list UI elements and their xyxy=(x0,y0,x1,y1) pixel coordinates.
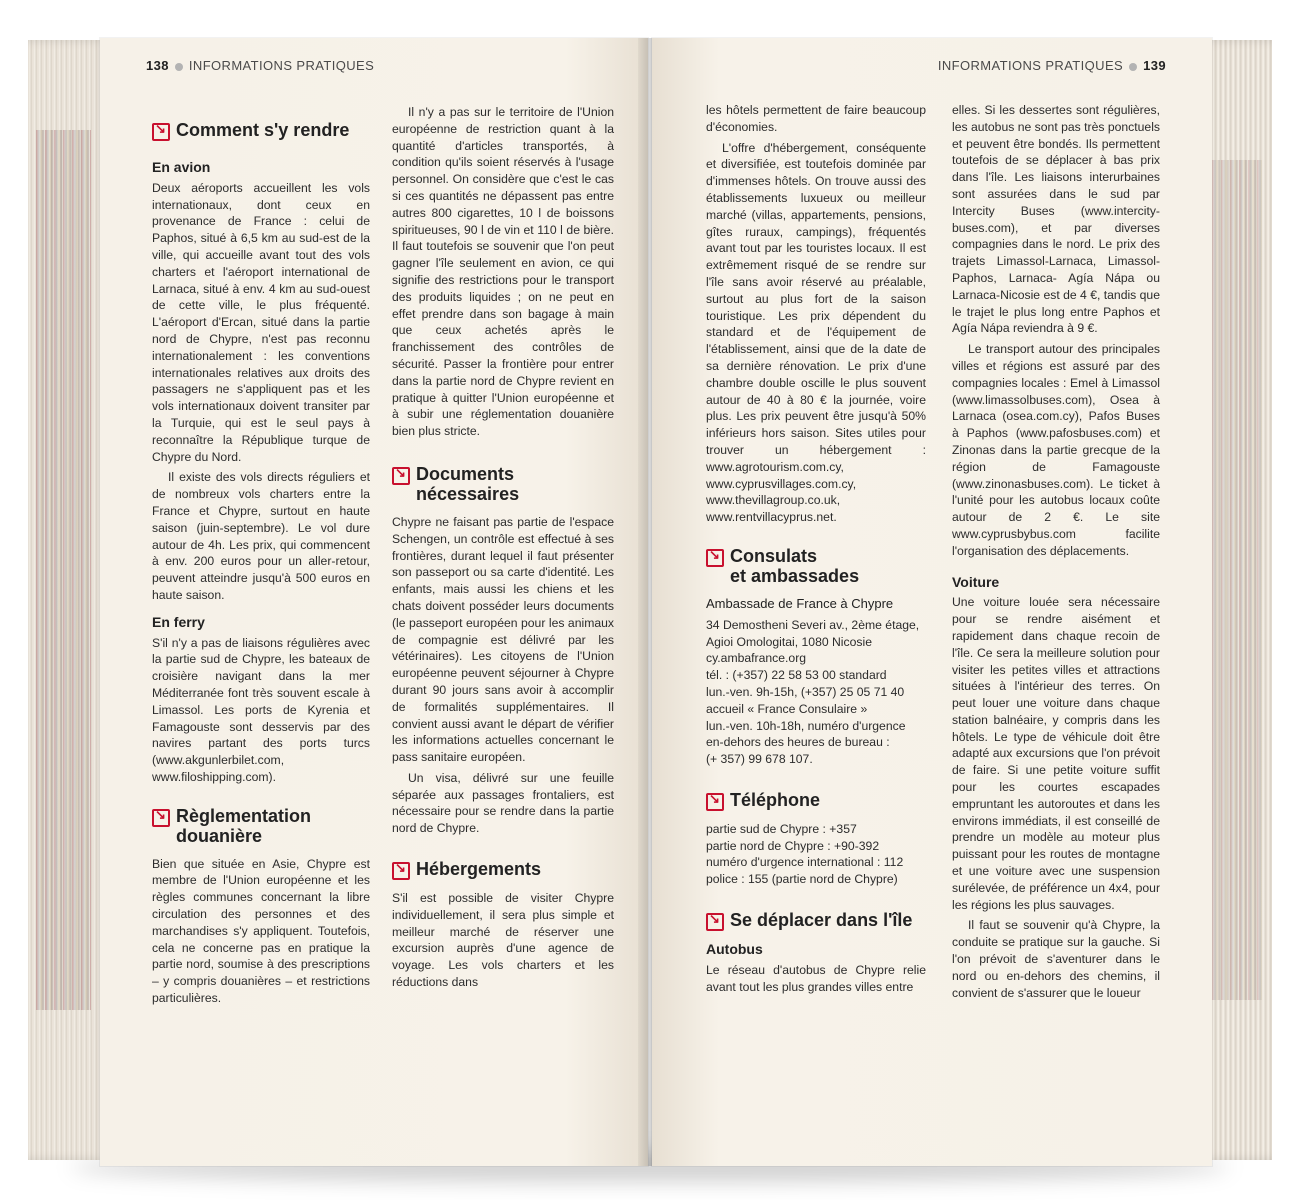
section-title-line: Règlementation xyxy=(176,805,312,826)
subsection-title: Autobus xyxy=(706,941,763,958)
section-title: Hébergements xyxy=(416,859,542,880)
paragraph: Deux aéroports accueillent les vols internationaux, dont ceux en provenance de France : celui de Paphos, situé à 6,5 km au sud-est de la ville, qui accueille avant tout des vols charters et l'aéroport international de Larnaca, situé à env. 4 km au sud-ouest de cette ville, le plus fréquenté. L'aéroport d'Ercan, situé dans la partie nord de Chypre, n'est pas reconnu internationalement : les conventions internationales relatives aux droits des passagers ne s'appliquent pas et les vols internationaux doivent transiter par la Turquie, qui est le seul pays à reconnaître la République turque de Chypre du Nord. xyxy=(152,180,370,464)
paragraph: Il existe des vols directs réguliers et de nombreux vols charters entre la France et Chypre, surtout en haute saison (juin-septembre). Le vol dure autour de 4h. Les prix, qui commencent à env. 200 euros pour un aller-retour, peuvent atteindre jusqu'à 500 euros en haute saison. xyxy=(152,470,370,602)
phone-line: numéro d'urgence international : 112 xyxy=(706,855,904,870)
section-title: Documents nécessaires xyxy=(416,463,520,504)
paragraph: L'offre d'hébergement, conséquente et diversifiée, est toutefois dominée par d'immenses hôtels. On trouve aussi des établissements luxueux ou meilleur marché (villas, appartements, pensions, gîtes ruraux, campings), fréquentés avant tout par les touristes locaux. Il est extrêmement risqué de se rendre sur l'île sans avoir réservé au préalable, surtout au plus fort de la saison touristique. Les prix dépendent du standard et de l'équipement de l'établissement, ainsi que de la date de sa dernière rénovation. Le prix d'une chambre double oscille le plus souvent autour de 40 à 80 € la journée, voire plus. Les prix peuvent être jusqu'à 50% inférieurs hors saison. Sites utiles pour trouver un hébergement : www.agrotourism.com.cy, www.cyprusvillages.com.cy, www.thevillagroup.co.uk, www.rentvillacyprus.net. xyxy=(706,140,926,525)
right-column-1 xyxy=(706,102,926,999)
left-column-1 xyxy=(152,118,370,1011)
section-arrow-icon xyxy=(392,467,410,485)
section-title xyxy=(176,806,311,846)
paragraph: les hôtels permettent de faire beaucoup d'économies. xyxy=(706,103,926,134)
bullet-dot-icon xyxy=(175,63,183,71)
right-page xyxy=(652,38,1212,1166)
section-heading xyxy=(392,464,614,504)
right-running-head xyxy=(938,58,1166,73)
address-line: 34 Demostheni Severi av., 2ème étage, xyxy=(706,617,920,632)
section-heading xyxy=(706,790,926,811)
left-page xyxy=(100,38,648,1166)
paragraph: Une voiture louée sera nécessaire pour se rendre aisément et rapidement dans chaque recoin de l'île. Ce sera la meilleure solution pour visiter les petites villes et attractions situées à l'intérieur des terres. On peut louer une voiture dans chaque station balnéaire, y compris dans les hôtels. Le type de véhicule doit être adapté aux excursions que l'on prévoit de faire. Si une petite voiture suffit pour les courtes escapades empruntant les autoroutes et dans les environs immédiats, il est conseillé de prendre un modèle au moteur plus puissant pour les routes de montagne et une voiture avec une suspension surélevée, de préférence un 4x4, pour les régions les plus sauvages. xyxy=(952,595,1160,912)
address-line: Agioi Omologitai, 1080 Nicosie xyxy=(706,634,872,649)
section-title-line: et ambassades xyxy=(730,565,860,586)
section-title: Se déplacer dans l'île xyxy=(730,910,913,931)
subsection-title: En avion xyxy=(152,159,211,175)
right-page-edges xyxy=(1202,40,1272,1160)
section-title xyxy=(730,546,859,586)
phone-list xyxy=(706,821,926,888)
section-title-line: Consulats xyxy=(730,545,818,566)
phone-line: partie sud de Chypre : +357 xyxy=(706,821,857,836)
section-arrow-icon xyxy=(152,809,170,827)
paragraph: Chypre ne faisant pas partie de l'espace Schengen, un contrôle est effectué à ses frontières, durant lequel il faut présenter son passeport ou sa carte d'identité. Les enfants, mais aussi les chiens et les chats doivent posséder leurs documents (le passeport européen pour les animaux de compagnie est délivré par les vétérinaires). Les citoyens de l'Union européenne peuvent séjourner à Chypre durant 90 jours sans avoir à accomplir de formalités supplémentaires. Il convient aussi avant le départ de vérifier les informations actuelles concernant le pass sanitaire européen. xyxy=(392,514,614,765)
address-line: tél. : (+357) 22 58 53 00 standard xyxy=(706,668,887,683)
page-number: 139 xyxy=(1143,58,1166,73)
section-arrow-icon xyxy=(706,549,724,567)
section-heading xyxy=(706,546,926,586)
section-arrow-icon xyxy=(392,862,410,880)
section-heading xyxy=(706,910,926,931)
left-page-edges xyxy=(28,40,108,1160)
section-heading xyxy=(152,806,370,846)
paragraph: S'il est possible de visiter Chypre individuellement, il sera plus simple et meilleur marché de réserver une excursion auprès d'une agence de voyage. Les vols charters et les réductions dans xyxy=(392,891,614,990)
section-title-line: douanière xyxy=(176,825,263,846)
address-line: lun.-ven. 9h-15h, (+357) 25 05 71 40 xyxy=(706,684,905,699)
running-head-text: INFORMATIONS PRATIQUES xyxy=(937,58,1124,73)
section-title: Comment s'y rendre xyxy=(176,120,350,140)
bullet-dot-icon xyxy=(1129,63,1137,71)
address-line: cy.ambafrance.org xyxy=(706,651,807,666)
running-head-text: INFORMATIONS PRATIQUES xyxy=(188,58,375,73)
section-arrow-icon xyxy=(706,793,724,811)
paragraph: Le réseau d'autobus de Chypre relie avant tout les plus grandes villes entre xyxy=(706,962,926,994)
section-arrow-icon xyxy=(706,913,724,931)
right-column-2 xyxy=(952,102,1160,1005)
address-line: lun.-ven. 10h-18h, numéro d'urgence xyxy=(706,718,906,733)
embassy-name: Ambassade de France à Chypre xyxy=(706,595,894,611)
embassy-address xyxy=(706,617,926,768)
paragraph: S'il n'y a pas de liaisons régulières avec la partie sud de Chypre, les bateaux de croisière navigant dans la mer Méditerranée font très souvent escale à Limassol. Les ports de Kyrenia et Famagouste sont desservis par des navires partant des ports turcs (www.akgunlerbilet.com, www.filoshipping.com). xyxy=(152,635,370,784)
phone-line: police : 155 (partie nord de Chypre) xyxy=(706,872,898,887)
paragraph: Il n'y a pas sur le territoire de l'Union européenne de restriction quant à la quantité d'articles transportés, à condition qu'ils soient réservés à l'usage personnel. On considère que c'est le cas si ces quantités ne dépassent pas entre autres 800 cigarettes, 10 l de boissons spiritueuses, 90 l de vin et 110 l de bière. Il faut toutefois se souvenir que l'on peut gagner l'île seulement en avion, ce qui signifie des restrictions pour le transport des produits liquides ; on ne peut en effet prendre dans son bagage à main que ceux achetés après le franchissement des contrôles de sécurité. Passer la frontière pour entrer dans la partie nord de Chypre revient en pratique à quitter l'Union européenne et à subir une réglementation douanière bien plus stricte. xyxy=(392,105,614,439)
paragraph: Un visa, délivré sur une feuille séparée aux passages frontaliers, est nécessaire pour se rendre dans la partie nord de Chypre. xyxy=(392,770,614,836)
section-heading xyxy=(152,120,370,141)
paragraph: Bien que située en Asie, Chypre est membre de l'Union européenne et les règles communes concernant la libre circulation des personnes et des marchandises s'y appliquent. Toutefois, cela ne concerne pas en pratique la partie nord, soumise à des prescriptions – y compris douanières – et restrictions particulières. xyxy=(152,856,370,1006)
paragraph: Il faut se souvenir qu'à Chypre, la conduite se pratique sur la gauche. Si l'on prévoit de s'aventurer dans le nord ou en-dehors des chemins, il convient de s'assurer que le loueur xyxy=(952,918,1160,1000)
section-arrow-icon xyxy=(152,123,170,141)
phone-line: partie nord de Chypre : +90-392 xyxy=(706,838,880,853)
page-number: 138 xyxy=(146,58,169,73)
subsection-title: En ferry xyxy=(152,613,205,630)
left-column-2 xyxy=(392,104,614,995)
address-line: (+ 357) 99 678 107. xyxy=(706,752,813,767)
address-line: en-dehors des heures de bureau : xyxy=(706,735,890,750)
section-heading xyxy=(392,859,614,880)
left-running-head xyxy=(146,58,374,73)
paragraph: elles. Si les dessertes sont régulières, les autobus ne sont pas très ponctuels et peuvent être bondés. Ils permettent toutefois de se déplacer à bas prix dans l'île. Les liaisons interurbaines sont assurées dans le sud par Intercity Buses (www.intercity-buses.com), et par diverses compagnies dans le nord. Le prix des trajets Limassol-Larnaca, Limassol-Paphos, Larnaca- Agía Nápa ou Larnaca-Nicosie est de 4 €, tandis que le trajet le plus long entre Paphos et Agía Nápa reviendra à 9 €. xyxy=(952,103,1160,336)
subsection-title: Voiture xyxy=(952,573,1000,590)
paragraph: Le transport autour des principales villes et régions est assuré par des compagnies locales : Emel à Limassol (www.limassolbuses.com), Osea à Larnaca (osea.com.cy), Pafos Buses à Paphos (www.pafosbuses.com) et Zinonas dans la partie grecque de la région de Famagouste (www.zinonasbuses.com). Le ticket à l'unité pour les autobus locaux coûte autour de 2 €. Le site www.cyprusbybus.com facilite l'organisation des déplacements. xyxy=(952,342,1160,558)
section-title: Téléphone xyxy=(730,789,821,810)
address-line: accueil « France Consulaire » xyxy=(706,701,868,716)
